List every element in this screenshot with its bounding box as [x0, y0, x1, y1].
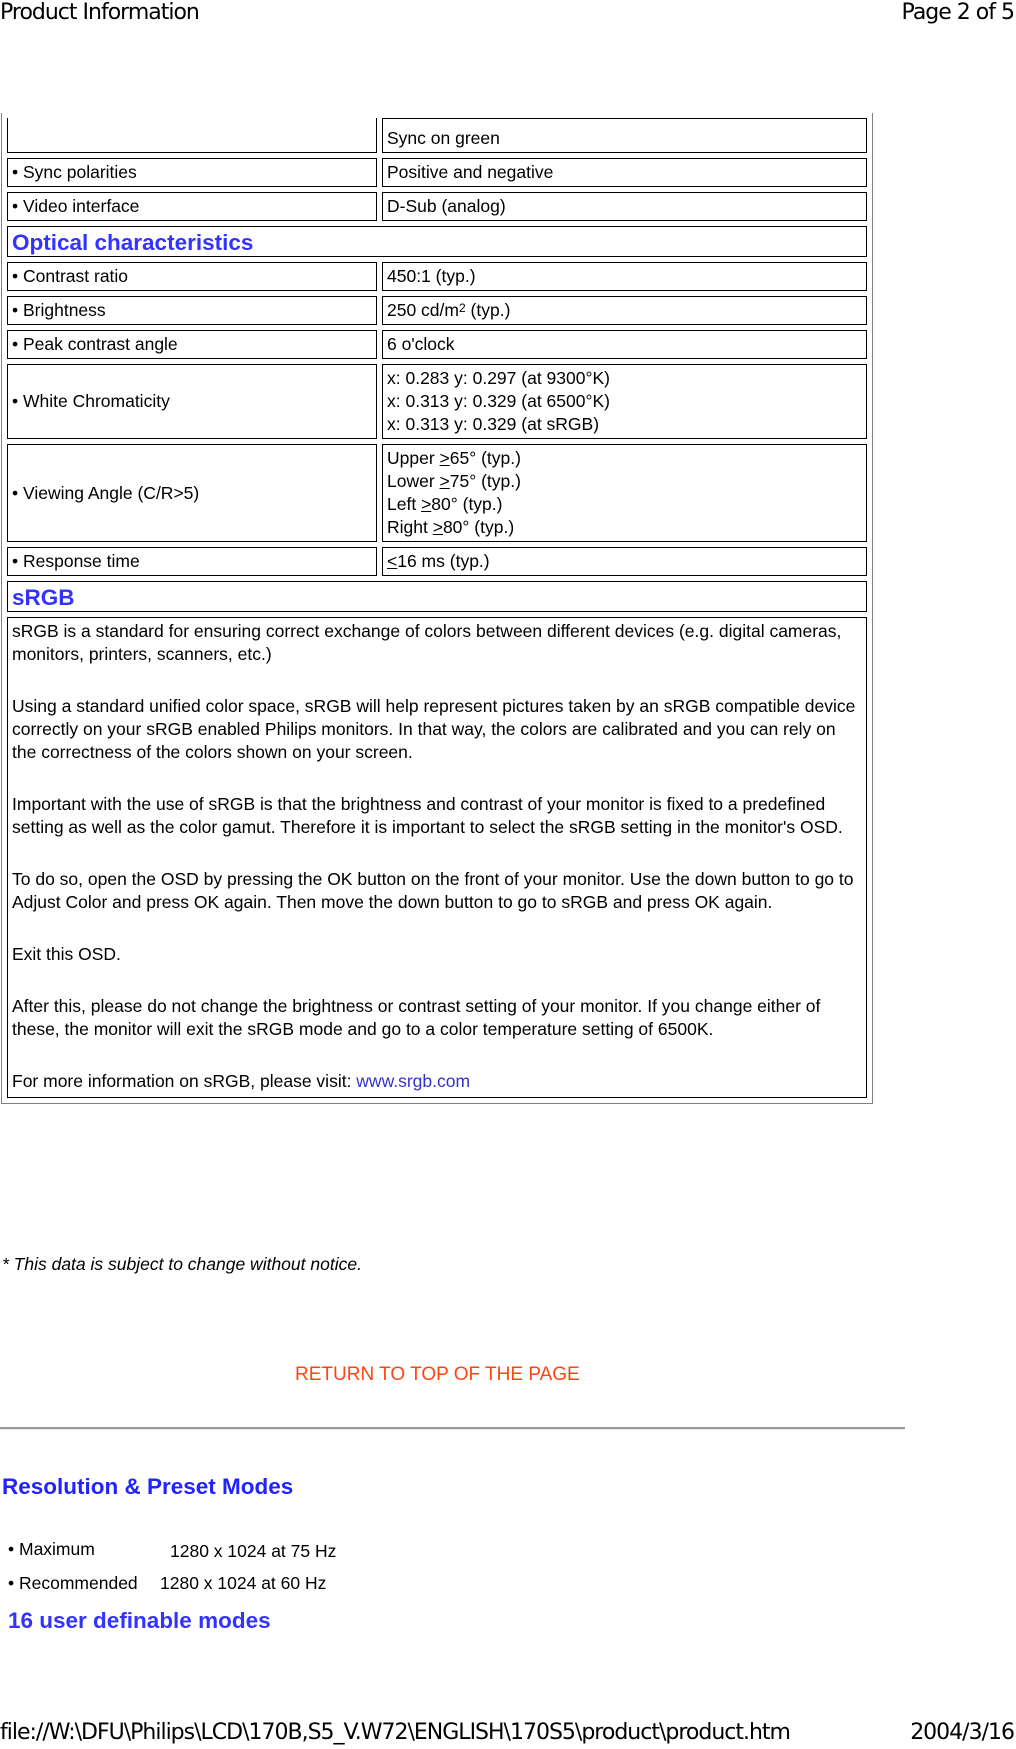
- brightness-suffix: (typ.): [465, 300, 511, 320]
- section-heading-optical: Optical characteristics: [7, 226, 867, 257]
- spec-label-response-time: • Response time: [7, 547, 377, 576]
- spec-value-video-interface: D-Sub (analog): [382, 192, 867, 221]
- horizontal-divider: [0, 1427, 905, 1430]
- table-row: [7, 444, 867, 542]
- chromaticity-line: x: 0.313 y: 0.329 (at 6500°K): [387, 391, 610, 411]
- response-symbol: <: [387, 551, 398, 571]
- table-row: [7, 581, 867, 612]
- header-page-number: Page 2 of 5: [901, 0, 1014, 25]
- srgb-description: [7, 617, 867, 1098]
- spec-label-viewing-angle: • Viewing Angle (C/R>5): [7, 444, 377, 542]
- srgb-paragraph: To do so, open the OSD by pressing the OK button on the front of your monitor. Use the down button to go to Adjust Color and press OK again. Then move the down button to go to sRGB and press OK again.: [12, 869, 854, 912]
- viewing-value: 75° (typ.): [449, 471, 521, 491]
- viewing-symbol: >: [439, 448, 450, 468]
- chromaticity-line: x: 0.283 y: 0.297 (at 9300°K): [387, 368, 610, 388]
- viewing-value: 80° (typ.): [442, 517, 515, 537]
- viewing-value: 80° (typ.): [431, 494, 503, 514]
- return-to-top-link[interactable]: RETURN TO TOP OF THE PAGE: [295, 1364, 580, 1385]
- spec-label-sync-polarities: • Sync polarities: [7, 158, 377, 187]
- viewing-symbol: >: [432, 517, 443, 537]
- srgb-paragraph: Using a standard unified color space, sRGB will help represent pictures taken by an sRGB compatible device correctly on your sRGB enabled Philips monitors. In that way, the colors are calibrated and you can rely on the correctness of the colors shown on your screen.: [12, 696, 856, 762]
- spec-table: [1, 113, 873, 1104]
- srgb-paragraph: After this, please do not change the brightness or contrast setting of your monitor. If you change either of these, the monitor will exit the sRGB mode and go to a color temperature setting of 6500K.: [12, 996, 821, 1039]
- page-footer: [0, 1720, 1016, 1748]
- spec-value-white-chromaticity: [382, 364, 867, 439]
- table-row: [7, 262, 867, 291]
- resolution-max-label: • Maximum: [8, 1539, 95, 1559]
- viewing-angle-line: [387, 493, 862, 516]
- srgb-website-link[interactable]: www.srgb.com: [356, 1071, 471, 1091]
- viewing-symbol: >: [439, 471, 450, 491]
- table-row: [7, 296, 867, 325]
- spec-value-sync-green: Sync on green: [382, 118, 867, 153]
- viewing-dir: Left: [387, 494, 422, 514]
- srgb-more-info-text: For more information on sRGB, please visit:: [12, 1071, 357, 1091]
- spec-label-brightness: • Brightness: [7, 296, 377, 325]
- srgb-paragraph: sRGB is a standard for ensuring correct exchange of colors between different devices (e.g. digital cameras, monitors, printers, scanners, etc.): [12, 621, 842, 664]
- viewing-angle-line: [387, 447, 862, 470]
- user-modes-heading: 16 user definable modes: [8, 1608, 271, 1633]
- spec-value-response-time: [382, 547, 867, 576]
- viewing-symbol: >: [421, 494, 432, 514]
- resolution-heading: Resolution & Preset Modes: [2, 1474, 294, 1499]
- srgb-paragraph: Exit this OSD.: [12, 944, 121, 964]
- table-row: [7, 364, 867, 439]
- srgb-paragraph: Important with the use of sRGB is that the brightness and contrast of your monitor is fixed to a predefined setting as well as the color gamut. Therefore it is important to select the sRGB setting in the monitor's OSD.: [12, 794, 843, 837]
- chromaticity-line: x: 0.313 y: 0.329 (at sRGB): [387, 414, 600, 434]
- table-row: [7, 330, 867, 359]
- viewing-dir: Lower: [387, 471, 440, 491]
- response-value: 16 ms (typ.): [397, 551, 490, 571]
- table-row: [7, 226, 867, 257]
- table-row: [7, 192, 867, 221]
- spec-label-white-chromaticity: • White Chromaticity: [7, 364, 377, 439]
- spec-label-video-interface: • Video interface: [7, 192, 377, 221]
- brightness-value: 250 cd/m: [387, 300, 459, 320]
- viewing-dir: Upper: [387, 448, 440, 468]
- spec-label-empty: [7, 118, 377, 153]
- spec-label-contrast: • Contrast ratio: [7, 262, 377, 291]
- disclaimer-note: * This data is subject to change without notice.: [2, 1254, 362, 1274]
- srgb-more-info: [12, 1070, 862, 1093]
- viewing-angle-line: [387, 470, 862, 493]
- section-heading-srgb: sRGB: [7, 581, 867, 612]
- table-row: [7, 617, 867, 1098]
- table-row: [7, 158, 867, 187]
- footer-date: 2004/3/16: [910, 1720, 1014, 1745]
- spec-value-viewing-angle: [382, 444, 867, 542]
- resolution-recommended-label: • Recommended: [8, 1573, 138, 1593]
- resolution-max-value: 1280 x 1024 at 75 Hz: [170, 1541, 337, 1561]
- spec-value-sync-polarities: Positive and negative: [382, 158, 867, 187]
- spec-value-peak-contrast: 6 o'clock: [382, 330, 867, 359]
- header-title: Product Information: [0, 0, 199, 25]
- spec-value-brightness: [382, 296, 867, 325]
- spec-value-contrast: 450:1 (typ.): [382, 262, 867, 291]
- viewing-angle-line: [387, 516, 862, 539]
- table-row: [7, 547, 867, 576]
- page-header: [0, 0, 1016, 28]
- footer-file-path: file://W:\DFU\Philips\LCD\170B,S5_V.W72\ENGLISH\170S5\product\product.htm: [0, 1720, 790, 1745]
- viewing-value: 65° (typ.): [449, 448, 521, 468]
- table-row: [7, 118, 867, 153]
- viewing-dir: Right: [387, 517, 433, 537]
- brightness-superscript: 2: [458, 301, 466, 315]
- spec-label-peak-contrast: • Peak contrast angle: [7, 330, 377, 359]
- resolution-recommended-value: 1280 x 1024 at 60 Hz: [160, 1573, 327, 1593]
